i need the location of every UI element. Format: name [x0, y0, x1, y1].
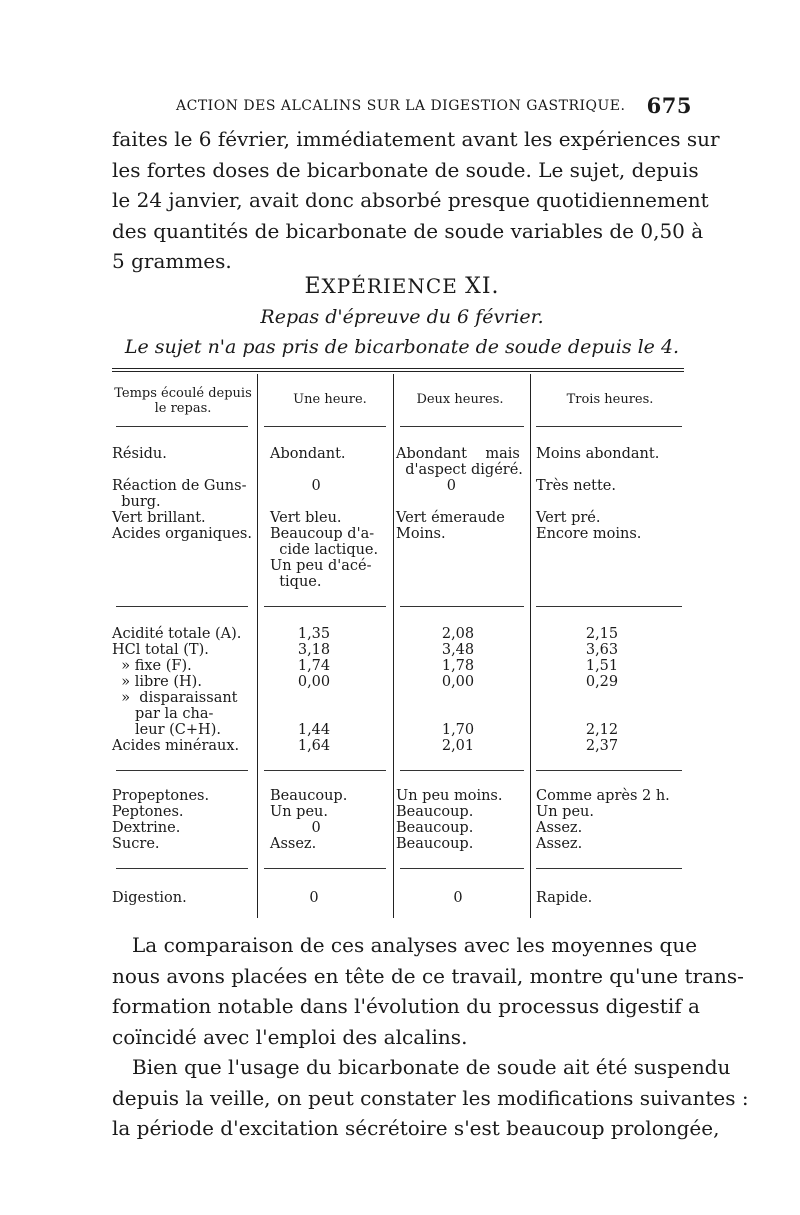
text-line: coïncidé avec l'emploi des alcalins.	[112, 1024, 468, 1049]
table-top-rule-2	[112, 371, 684, 372]
table-top-rule	[112, 368, 684, 369]
column-header: Deux heures.	[416, 392, 504, 407]
table-cell: Rapide.	[536, 890, 593, 906]
table-cell: 0	[453, 890, 463, 906]
title-number: XI.	[465, 274, 500, 299]
column-header: Une heure.	[293, 392, 367, 407]
table-cell: Abondant mais d'aspect digéré. 0 Vert émeraude Moins.	[396, 446, 523, 542]
row-labels: Acidité totale (A). HCl total (T). » fixe (F). » libre (H). » disparaissant par la cha- leur (C+H). Acides minéraux.	[112, 626, 242, 754]
table-cell: 2,15 3,63 1,51 0,29 2,12 2,37	[585, 626, 619, 754]
text-line: les fortes doses de bicarbonate de soude. Le sujet, depuis	[112, 157, 699, 182]
text-line: le 24 janvier, avait donc absorbé presque quotidiennement	[112, 188, 709, 212]
column-header: Temps écoulé depuis le repas.	[114, 386, 252, 416]
row-separator	[264, 868, 386, 869]
text-line: la période d'excitation sécrétoire s'est beaucoup prolongée,	[112, 1116, 720, 1140]
row-separator	[400, 770, 524, 771]
row-separator	[400, 426, 524, 427]
text-line: faites le 6 février, immédiatement avant les expériences sur	[112, 127, 720, 151]
column-divider	[257, 374, 258, 918]
table-cell: Abondant. 0 Vert bleu. Beaucoup d'a- cide lactique. Un peu d'acé- tique.	[270, 446, 379, 590]
text-line: formation notable dans l'évolution du processus digestif a	[112, 994, 700, 1018]
row-separator	[536, 426, 682, 427]
row-separator	[116, 770, 248, 771]
title-smallcaps: XPÉRIENCE	[321, 274, 458, 298]
column-divider	[530, 374, 531, 918]
table-cell: Comme après 2 h. Un peu. Assez. Assez.	[536, 788, 670, 852]
text-line: nous avons placées en tête de ce travail, montre qu'une trans-	[112, 963, 744, 988]
row-separator	[264, 426, 386, 427]
conclusion-paragraph	[112, 930, 749, 1144]
row-separator	[400, 606, 524, 607]
table-cell: 1,35 3,18 1,74 0,00 1,44 1,64	[297, 626, 331, 754]
title-capital: E	[304, 274, 322, 299]
table-cell: Beaucoup. Un peu. 0 Assez.	[270, 788, 348, 852]
table-cell: 2,08 3,48 1,78 0,00 1,70 2,01	[441, 626, 475, 754]
row-separator	[116, 868, 248, 869]
row-labels: Résidu. Réaction de Guns- burg. Vert brillant. Acides organiques.	[112, 446, 252, 542]
row-separator	[400, 868, 524, 869]
results-table	[112, 368, 684, 920]
row-separator	[264, 606, 386, 607]
running-head	[112, 93, 692, 122]
running-title: ACTION DES ALCALINS SUR LA DIGESTION GASTRIQUE.	[176, 98, 626, 114]
table-cell: 0	[309, 890, 319, 906]
text-line: depuis la veille, on peut constater les modifications suivantes :	[112, 1085, 749, 1110]
row-separator	[536, 770, 682, 771]
row-separator	[536, 606, 682, 607]
column-header: Trois heures.	[566, 392, 654, 407]
row-separator	[264, 770, 386, 771]
row-separator	[536, 868, 682, 869]
text-line: La comparaison de ces analyses avec les moyennes que	[132, 933, 698, 957]
page-number: 675	[646, 93, 692, 118]
table-cell: Moins abondant. Très nette. Vert pré. Encore moins.	[536, 446, 660, 542]
experience-subtitle: Repas d'épreuve du 6 février.	[260, 306, 544, 328]
experience-title	[112, 274, 692, 299]
row-label: Digestion.	[112, 890, 187, 906]
row-labels: Propeptones. Peptones. Dextrine. Sucre.	[112, 788, 210, 852]
intro-paragraph	[112, 124, 720, 277]
table-cell: Un peu moins. Beaucoup. Beaucoup. Beaucoup.	[396, 788, 503, 852]
column-divider	[393, 374, 394, 918]
text-line: Bien que l'usage du bicarbonate de soude ait été suspendu	[132, 1055, 731, 1079]
text-line: des quantités de bicarbonate de soude variables de 0,50 à	[112, 218, 704, 243]
row-separator	[116, 426, 248, 427]
row-separator	[116, 606, 248, 607]
text-line: 5 grammes.	[112, 249, 232, 273]
experience-subtitle-2: Le sujet n'a pas pris de bicarbonate de soude depuis le 4.	[124, 336, 680, 358]
